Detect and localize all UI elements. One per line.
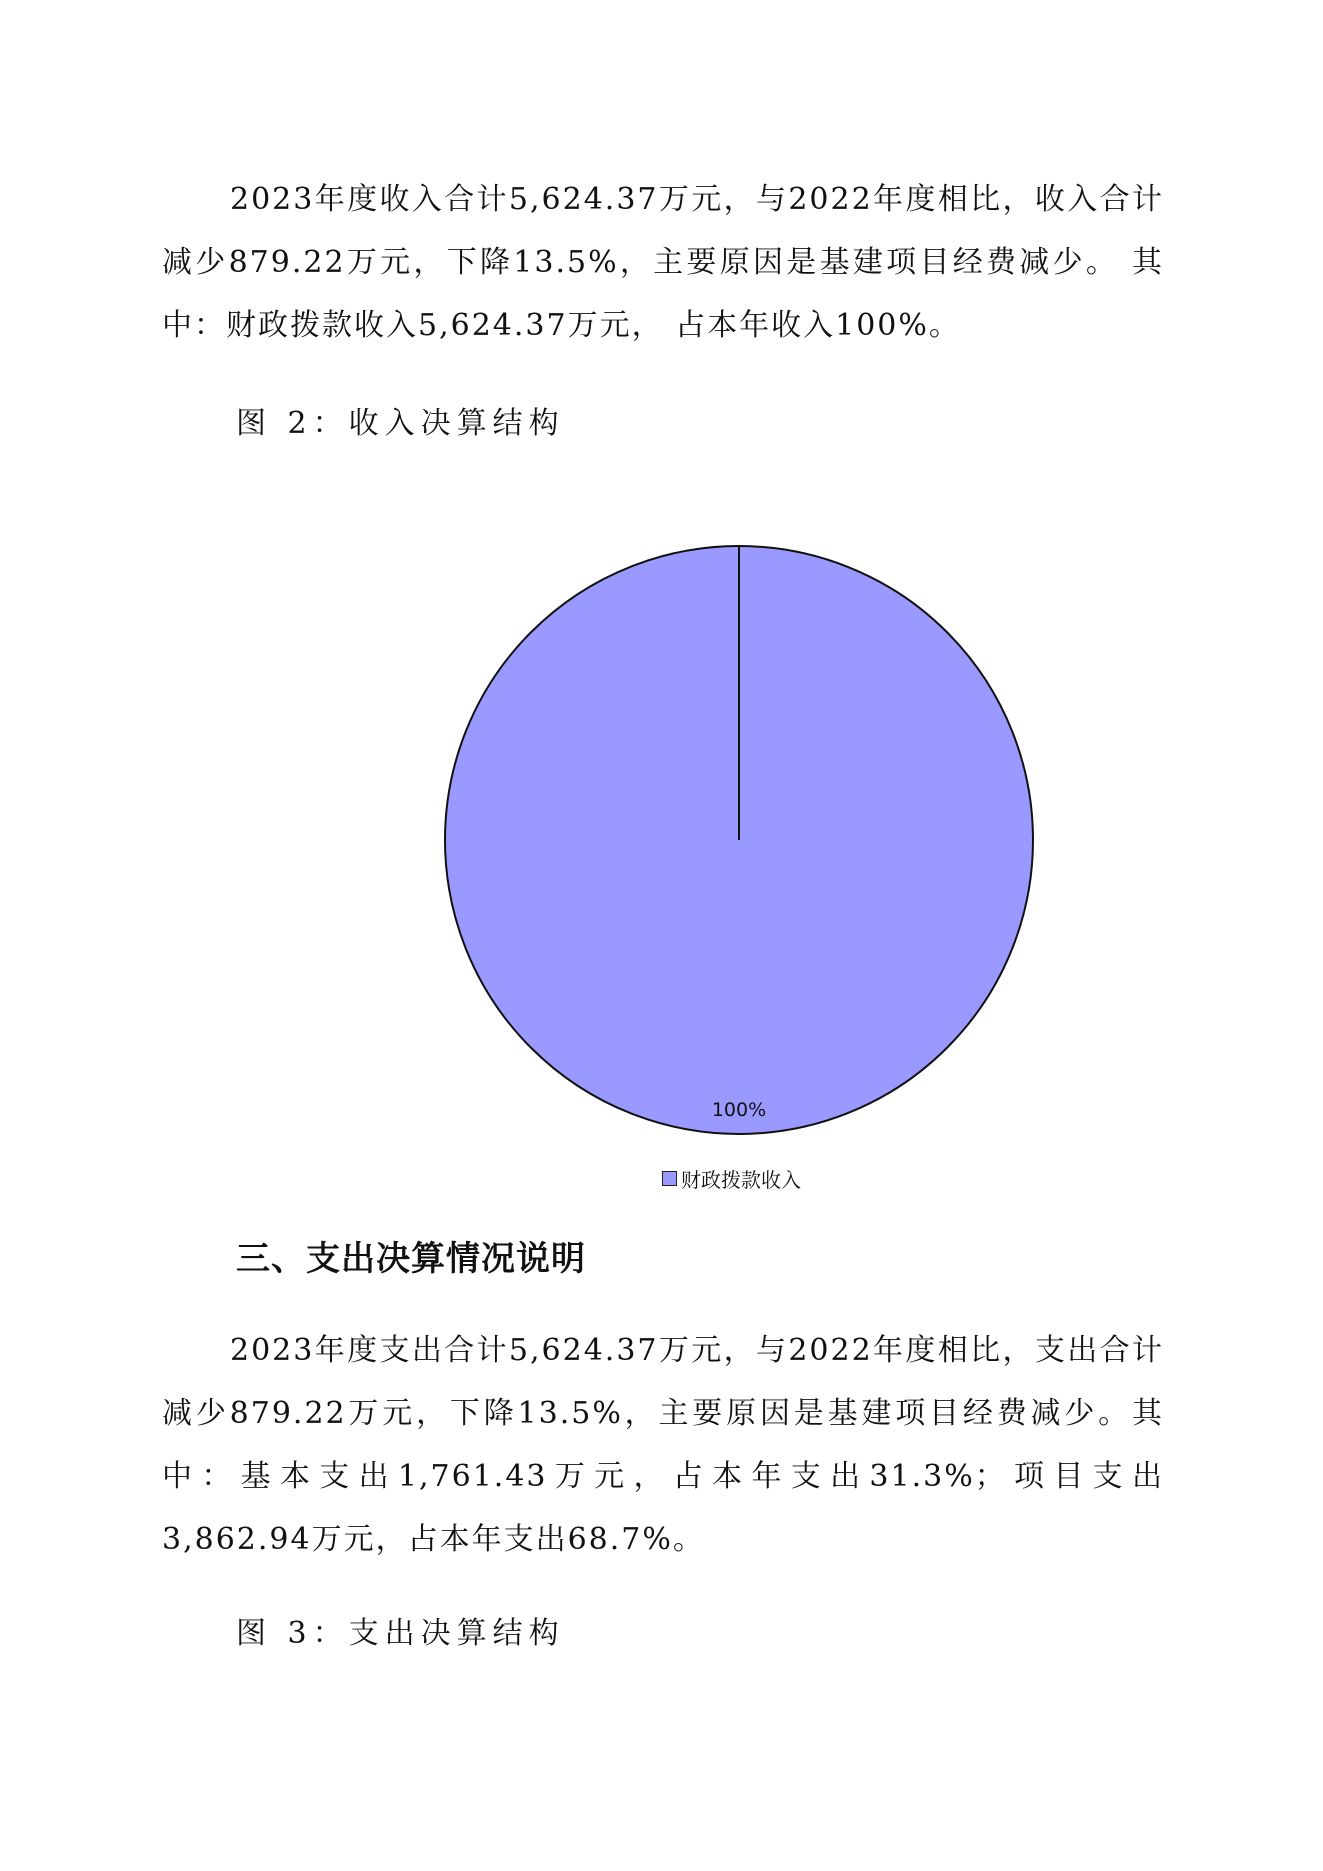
- expenditure-paragraph: [162, 1319, 1164, 1571]
- expenditure-paragraph-text: 2023年度支出合计5,624.37万元，与2022年度相比，支出合计减少879.22万元，下降13.5%，主要原因是基建项目经费减少。其中：基本支出1,761.43万元，占本年支出31.3%；项目支出3,862.94万元，占本年支出68.7%。: [162, 1333, 1164, 1557]
- income-paragraph-text: 2023年度收入合计5,624.37万元，与2022年度相比，收入合计减少879.22万元，下降13.5%，主要原因是基建项目经费减少。 其中：财政拨款收入5,624.37万元， 占本年收入100%。: [162, 182, 1164, 343]
- legend-swatch: [662, 1171, 677, 1186]
- figure-2-caption: 图 2：收入决算结构: [236, 406, 565, 441]
- section-heading: 三、支出决算情况说明: [236, 1239, 586, 1279]
- chart-legend: [662, 1164, 801, 1193]
- pie-data-label: 100%: [711, 1099, 767, 1121]
- legend-label: 财政拨款收入: [681, 1168, 801, 1192]
- figure-3-caption: 图 3：支出决算结构: [236, 1616, 565, 1651]
